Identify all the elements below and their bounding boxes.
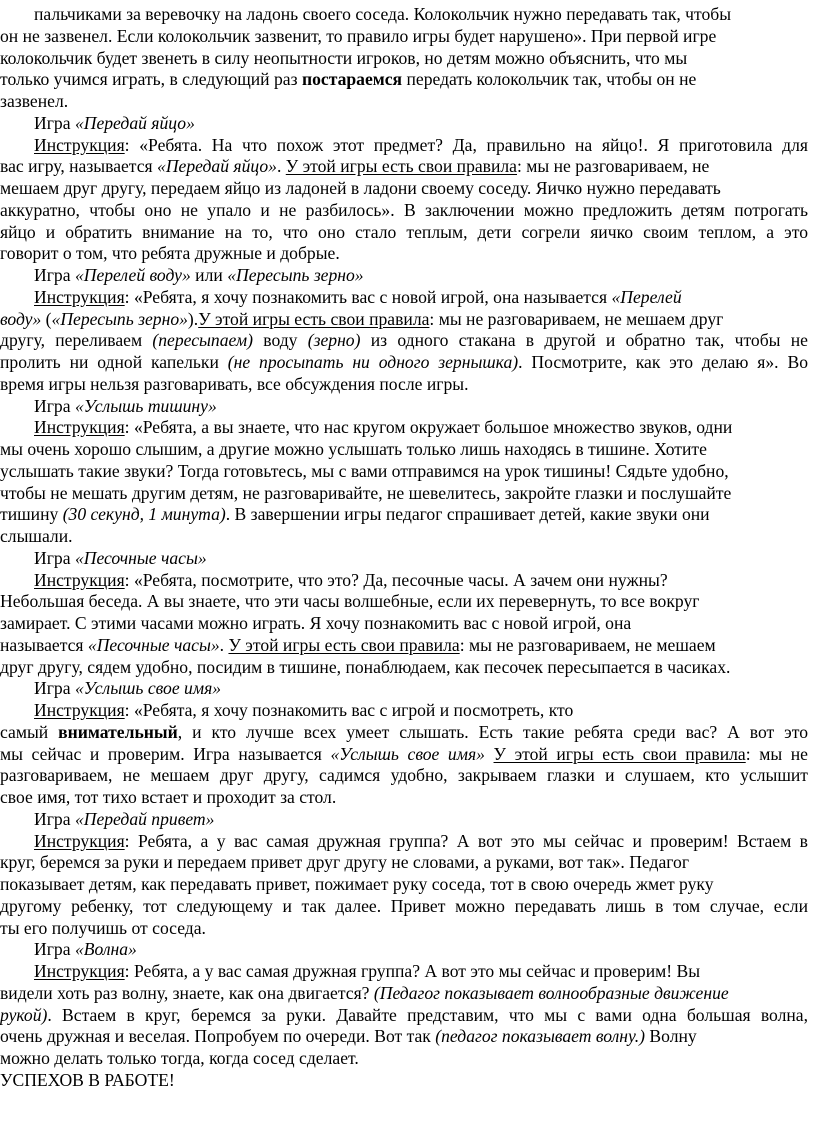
text-segment: «Пересыпь зерно» xyxy=(227,265,364,285)
text-line xyxy=(0,961,808,982)
text-segment: другому ребенку, тот следующему и так далее. Привет можно передавать лишь в том случае, если xyxy=(0,895,808,916)
text-line xyxy=(0,678,808,699)
text-line xyxy=(0,852,808,873)
text-segment: ты его получишь от соседа. xyxy=(0,917,206,938)
text-segment: говорит о том, что ребята дружные и добрые. xyxy=(0,243,340,264)
text-line xyxy=(0,26,808,47)
text-segment: (30 секунд, 1 минута) xyxy=(62,504,226,525)
text-line xyxy=(0,635,808,656)
text-segment: передать колокольчик так, чтобы он не xyxy=(402,69,697,90)
text-line xyxy=(0,439,808,460)
text-line xyxy=(0,700,808,721)
text-line xyxy=(0,4,808,25)
text-segment xyxy=(485,744,494,764)
text-line xyxy=(0,744,808,765)
text-segment: свое имя, тот тихо встает и проходит за стол. xyxy=(0,787,337,807)
text-segment: «Песочные часы» xyxy=(87,634,220,655)
text-line xyxy=(0,374,808,395)
text-segment: услышать такие звуки? Тогда готовьтесь, мы с вами отправимся на урок тишины! Сядьте удобно, xyxy=(0,460,729,481)
text-segment: Игра xyxy=(34,395,75,416)
text-line xyxy=(0,591,808,612)
text-line xyxy=(0,809,808,830)
text-segment: воду xyxy=(252,330,308,351)
text-segment: Небольшая беседа. А вы знаете, что эти часы волшебные, если их перевернуть, то все вокруг xyxy=(0,591,700,612)
text-segment: Волну xyxy=(645,1026,697,1047)
text-segment: «Передай привет» xyxy=(74,808,215,829)
text-line xyxy=(0,417,808,438)
text-segment: воду» xyxy=(0,308,42,329)
text-segment: . В завершении игры педагог спрашивает детей, какие звуки они xyxy=(225,504,710,525)
text-segment: или xyxy=(190,265,228,285)
text-segment: . Посмотрите, как это делаю я». Во xyxy=(518,352,808,372)
text-segment: вас игру, называется xyxy=(0,156,158,177)
text-segment: (Педагог показывает волнообразные движение xyxy=(373,982,729,1003)
text-segment: У этой игры есть свои правила xyxy=(285,156,517,177)
text-segment: пальчиками за веревочку на ладонь своего соседа. Колокольчик нужно передавать так, чтобы xyxy=(34,4,732,24)
text-segment: рукой) xyxy=(0,1004,48,1025)
text-line xyxy=(0,265,808,286)
text-segment: самый xyxy=(0,721,59,742)
text-line xyxy=(0,983,808,1004)
text-segment: : «Ребята, я хочу познакомить вас с новой игрой, она называется xyxy=(124,286,612,307)
text-segment: показывает детям, как передавать привет, пожимает руку соседа, тот в свою очередь жмет руку xyxy=(0,874,714,894)
text-segment: У этой игры есть свои правила xyxy=(198,308,430,329)
text-line xyxy=(0,243,808,264)
text-segment: тишину xyxy=(0,504,63,525)
text-line xyxy=(0,504,808,525)
text-segment: . xyxy=(276,156,286,177)
text-line xyxy=(0,178,808,199)
text-segment: «Услышь свое имя» xyxy=(330,743,485,764)
text-line xyxy=(0,765,808,786)
text-segment: : «Ребята. На что похож этот предмет? Да, правильно на яйцо!. Я приготовила для xyxy=(124,134,808,155)
text-segment: : Ребята, а у вас самая дружная группа? А вот это мы сейчас и проверим! Вы xyxy=(124,961,701,981)
text-segment: постараемся xyxy=(301,69,403,90)
text-segment: «Перелей воду» xyxy=(74,265,191,285)
text-line xyxy=(0,156,808,177)
text-segment: Инструкция xyxy=(34,569,125,590)
text-line xyxy=(0,461,808,482)
text-segment: : «Ребята, а вы знаете, что нас кругом окружает большое множество звуков, одни xyxy=(124,417,733,438)
text-segment: называется xyxy=(0,634,88,655)
text-segment: Игра xyxy=(34,939,75,960)
text-line xyxy=(0,722,808,743)
text-line xyxy=(0,69,808,90)
text-segment: друг другу, сядем удобно, посидим в тишине, понаблюдаем, как песочек пересыпается в часиках. xyxy=(0,656,731,677)
text-line xyxy=(0,526,808,547)
text-segment: Инструкция xyxy=(34,286,125,307)
text-segment: «Услышь свое имя» xyxy=(74,678,222,699)
text-segment: круг, беремся за руки и передаем привет друг другу не словами, а руками, вот так». Педагог xyxy=(0,852,690,873)
text-segment: ( xyxy=(41,308,52,329)
text-segment: ). xyxy=(187,308,199,329)
text-segment: яйцо и обратить внимание на то, что оно стало теплым, дети согрели яичко своим теплом, а это xyxy=(0,221,808,242)
text-line xyxy=(0,309,808,330)
text-segment: . xyxy=(219,634,229,655)
text-segment: Игра xyxy=(34,547,75,568)
text-segment: : мы не разговариваем, не мешаем друг xyxy=(429,308,724,329)
text-segment: «Песочные часы» xyxy=(74,547,207,568)
text-segment: он не зазвенел. Если колокольчик зазвенит, то правило игры будет нарушено». При первой игре xyxy=(0,25,717,46)
text-segment: время игры нельзя разговаривать, все обсуждения после игры. xyxy=(0,373,469,394)
text-segment: можно делать только тогда, когда сосед сделает. xyxy=(0,1048,359,1068)
text-segment: : мы не разговариваем, не мешаем xyxy=(459,634,716,655)
text-segment: (педагог показывает волну.) xyxy=(435,1026,645,1047)
text-segment: замирает. С этими часами можно играть. Я хочу познакомить вас с новой игрой, она xyxy=(0,613,632,633)
text-line xyxy=(0,787,808,808)
text-segment: Инструкция xyxy=(34,700,125,720)
text-line xyxy=(0,874,808,895)
text-segment: Инструкция xyxy=(34,961,125,981)
text-segment: «Перелей xyxy=(611,286,682,307)
text-segment: мы очень хорошо слышим, а другие можно услышать только лишь находясь в тишине. Хотите xyxy=(0,439,707,459)
text-line xyxy=(0,483,808,504)
text-segment: зазвенел. xyxy=(0,91,69,111)
text-segment: «Передай яйцо» xyxy=(157,156,277,177)
text-line xyxy=(0,396,808,417)
text-line xyxy=(0,287,808,308)
text-segment: чтобы не мешать другим детям, не разговаривайте, не шевелитесь, закройте глазки и послушайте xyxy=(0,482,732,503)
text-segment: Игра xyxy=(34,265,75,285)
text-line xyxy=(0,222,808,243)
text-segment: . Встаем в круг, беремся за руки. Давайте представим, что мы с вами одна большая волна, xyxy=(47,1004,808,1025)
text-segment: Инструкция xyxy=(34,417,125,438)
text-line xyxy=(0,548,808,569)
text-segment: УСПЕХОВ В РАБОТЕ! xyxy=(0,1069,175,1090)
text-line xyxy=(0,48,808,69)
text-segment: мешаем друг другу, передаем яйцо из ладоней в ладони своему соседу. Яичко нужно передавать xyxy=(0,178,721,198)
text-segment: (пересыпаем) xyxy=(152,330,253,351)
text-line xyxy=(0,1026,808,1047)
text-segment: : мы не разговариваем, не xyxy=(517,156,710,177)
text-segment: Игра xyxy=(34,808,75,829)
text-segment: аккуратно, чтобы оно не упало и не разбилось». В заключении можно предложить детям потрогать xyxy=(0,199,808,220)
text-segment: «Пересыпь зерно» xyxy=(51,308,188,329)
text-segment: внимательный xyxy=(58,721,178,742)
text-segment: мы сейчас и проверим. Игра называется xyxy=(0,743,331,764)
text-segment: «Передай яйцо» xyxy=(74,112,195,133)
text-line xyxy=(0,91,808,112)
text-segment: слышали. xyxy=(0,526,73,546)
text-line xyxy=(0,135,808,156)
text-segment: колокольчик будет звенеть в силу неопытности игроков, но детям можно объяснить, что мы xyxy=(0,47,688,68)
text-line xyxy=(0,657,808,678)
text-line xyxy=(0,1048,808,1069)
text-line xyxy=(0,831,808,852)
text-segment: другу, переливаем xyxy=(0,330,153,351)
text-line xyxy=(0,113,808,134)
text-line xyxy=(0,330,808,351)
text-segment: , и кто лучше всех умеет слышать. Есть такие ребята среди вас? А вот это xyxy=(177,721,808,742)
text-segment: Игра xyxy=(34,678,75,699)
text-segment: У этой игры есть свои правила xyxy=(493,743,746,764)
text-segment: Игра xyxy=(34,112,75,133)
text-line xyxy=(0,352,808,373)
text-segment: очень дружная и веселая. Попробуем по очереди. Вот так xyxy=(0,1026,436,1047)
text-line xyxy=(0,1070,808,1091)
text-segment: Инструкция xyxy=(34,134,125,155)
text-line xyxy=(0,918,808,939)
text-segment: У этой игры есть свои правила xyxy=(228,634,460,655)
text-line xyxy=(0,200,808,221)
text-segment: (зерно) xyxy=(307,330,361,351)
text-line xyxy=(0,570,808,591)
text-segment: : «Ребята, я хочу познакомить вас с игрой и посмотреть, кто xyxy=(124,700,574,720)
text-segment: : «Ребята, посмотрите, что это? Да, песочные часы. А зачем они нужны? xyxy=(124,569,668,590)
text-segment: разговариваем, не мешаем друг другу, садимся удобно, закрываем глазки и слушаем, кто услышит xyxy=(0,765,808,786)
text-segment: из одного стакана в другой и обратно так, чтобы не xyxy=(360,330,808,351)
text-segment: видели хоть раз волну, знаете, как она двигается? xyxy=(0,982,374,1003)
text-segment: «Волна» xyxy=(74,939,137,960)
text-segment: : мы не xyxy=(745,743,808,764)
text-segment: (не просыпать ни одного зернышка) xyxy=(227,352,519,372)
text-line xyxy=(0,939,808,960)
text-segment: только учимся играть, в следующий раз xyxy=(0,69,302,90)
text-segment: : Ребята, а у вас самая дружная группа? А вот это мы сейчас и проверим! Встаем в xyxy=(124,830,808,851)
text-segment: «Услышь тишину» xyxy=(74,395,217,416)
text-line xyxy=(0,896,808,917)
text-line xyxy=(0,1005,808,1026)
text-segment: Инструкция xyxy=(34,830,125,851)
text-segment: пролить ни одной капельки xyxy=(0,352,228,372)
text-line xyxy=(0,613,808,634)
